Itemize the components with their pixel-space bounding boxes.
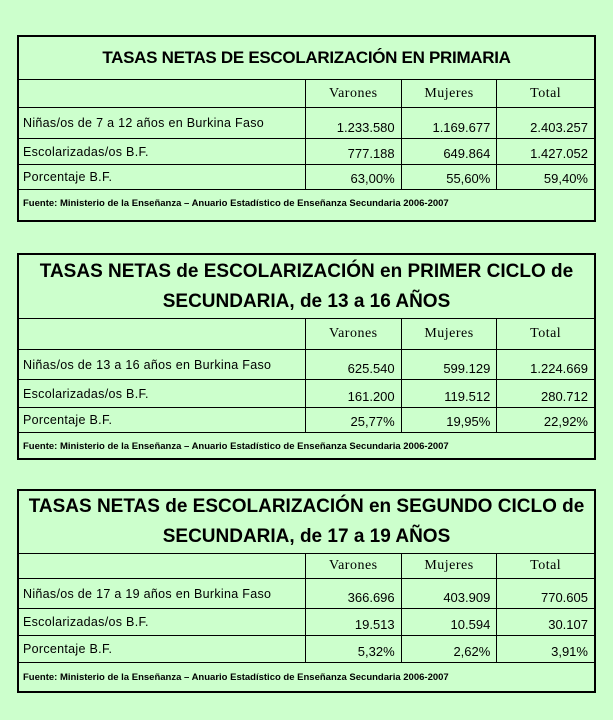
header-total: Total xyxy=(530,85,562,101)
table-primaria xyxy=(17,35,596,222)
header-empty xyxy=(19,319,306,349)
cell-mujeres: 2,62% xyxy=(402,636,498,662)
cell-total: 1.224.669 xyxy=(530,361,588,376)
cell-varones: 366.696 xyxy=(306,579,402,608)
row-label: Escolarizadas/os B.F. xyxy=(19,609,306,635)
cell-total: 280.712 xyxy=(540,389,588,404)
table-row xyxy=(19,408,594,433)
cell-varones: 625.540 xyxy=(306,350,402,379)
table-header-row xyxy=(19,554,594,579)
header-mujeres: Mujeres xyxy=(402,80,498,107)
table-row xyxy=(19,636,594,663)
cell-total: 30.107 xyxy=(548,617,588,632)
cell-varones: 777.188 xyxy=(306,139,402,164)
header-empty xyxy=(19,554,306,578)
source-note: Fuente: Ministerio de la Enseñanza – Anuario Estadístico de Enseñanza Secundaria 2006-2007 xyxy=(23,198,449,209)
table-row xyxy=(19,165,594,190)
header-total: Total xyxy=(530,326,562,341)
table-row xyxy=(19,380,594,408)
cell-mujeres: 649.864 xyxy=(402,139,498,164)
table-primer-ciclo xyxy=(17,253,596,460)
header-varones: Varones xyxy=(306,554,402,578)
cell-total: 770.605 xyxy=(540,590,588,605)
table-row xyxy=(19,579,594,609)
row-label: Porcentaje B.F. xyxy=(19,408,306,432)
table-title xyxy=(19,255,594,319)
table-row xyxy=(19,609,594,636)
table-title-text: TASAS NETAS de ESCOLARIZACIÓN en PRIMER CICLO de SECUNDARIA, de 13 a 16 AÑOS xyxy=(39,260,574,312)
cell-varones: 25,77% xyxy=(306,408,402,432)
table-source-row xyxy=(19,433,594,459)
table-row xyxy=(19,350,594,380)
table-title xyxy=(19,37,594,80)
row-label: Niñas/os de 13 a 16 años en Burkina Faso xyxy=(19,350,306,379)
table-title-text: TASAS NETAS DE ESCOLARIZACIÓN EN PRIMARIA xyxy=(102,48,511,67)
cell-varones: 63,00% xyxy=(306,165,402,189)
header-total: Total xyxy=(530,558,562,573)
row-label: Escolarizadas/os B.F. xyxy=(19,380,306,407)
table-source-row xyxy=(19,190,594,217)
cell-mujeres: 403.909 xyxy=(402,579,498,608)
row-label: Niñas/os de 7 a 12 años en Burkina Faso xyxy=(19,108,306,138)
cell-mujeres: 55,60% xyxy=(402,165,498,189)
cell-total: 59,40% xyxy=(543,171,588,186)
cell-varones: 1.233.580 xyxy=(306,108,402,138)
cell-total: 2.403.257 xyxy=(530,120,588,135)
row-label: Porcentaje B.F. xyxy=(19,165,306,189)
cell-mujeres: 19,95% xyxy=(402,408,498,432)
source-note: Fuente: Ministerio de la Enseñanza – Anuario Estadístico de Enseñanza Secundaria 2006-2007 xyxy=(23,672,449,683)
table-row xyxy=(19,139,594,165)
cell-total: 22,92% xyxy=(543,414,588,429)
header-mujeres: Mujeres xyxy=(402,319,498,349)
cell-total: 3,91% xyxy=(551,644,588,659)
cell-mujeres: 10.594 xyxy=(402,609,498,635)
header-empty xyxy=(19,80,306,107)
table-header-row xyxy=(19,80,594,108)
cell-mujeres: 1.169.677 xyxy=(402,108,498,138)
table-title xyxy=(19,491,594,554)
row-label: Escolarizadas/os B.F. xyxy=(19,139,306,164)
table-title-text: TASAS NETAS de ESCOLARIZACIÓN en SEGUNDO CICLO de SECUNDARIA, de 17 a 19 AÑOS xyxy=(28,496,585,547)
cell-varones: 5,32% xyxy=(306,636,402,662)
cell-mujeres: 119.512 xyxy=(402,380,498,407)
header-mujeres: Mujeres xyxy=(402,554,498,578)
table-row xyxy=(19,108,594,139)
header-varones: Varones xyxy=(306,80,402,107)
row-label: Porcentaje B.F. xyxy=(19,636,306,662)
cell-total: 1.427.052 xyxy=(530,146,588,161)
row-label: Niñas/os de 17 a 19 años en Burkina Faso xyxy=(19,579,306,608)
table-header-row xyxy=(19,319,594,350)
cell-mujeres: 599.129 xyxy=(402,350,498,379)
header-varones: Varones xyxy=(306,319,402,349)
cell-varones: 19.513 xyxy=(306,609,402,635)
cell-varones: 161.200 xyxy=(306,380,402,407)
table-segundo-ciclo xyxy=(17,489,596,693)
table-source-row xyxy=(19,663,594,692)
source-note: Fuente: Ministerio de la Enseñanza – Anuario Estadístico de Enseñanza Secundaria 2006-2007 xyxy=(23,440,449,452)
